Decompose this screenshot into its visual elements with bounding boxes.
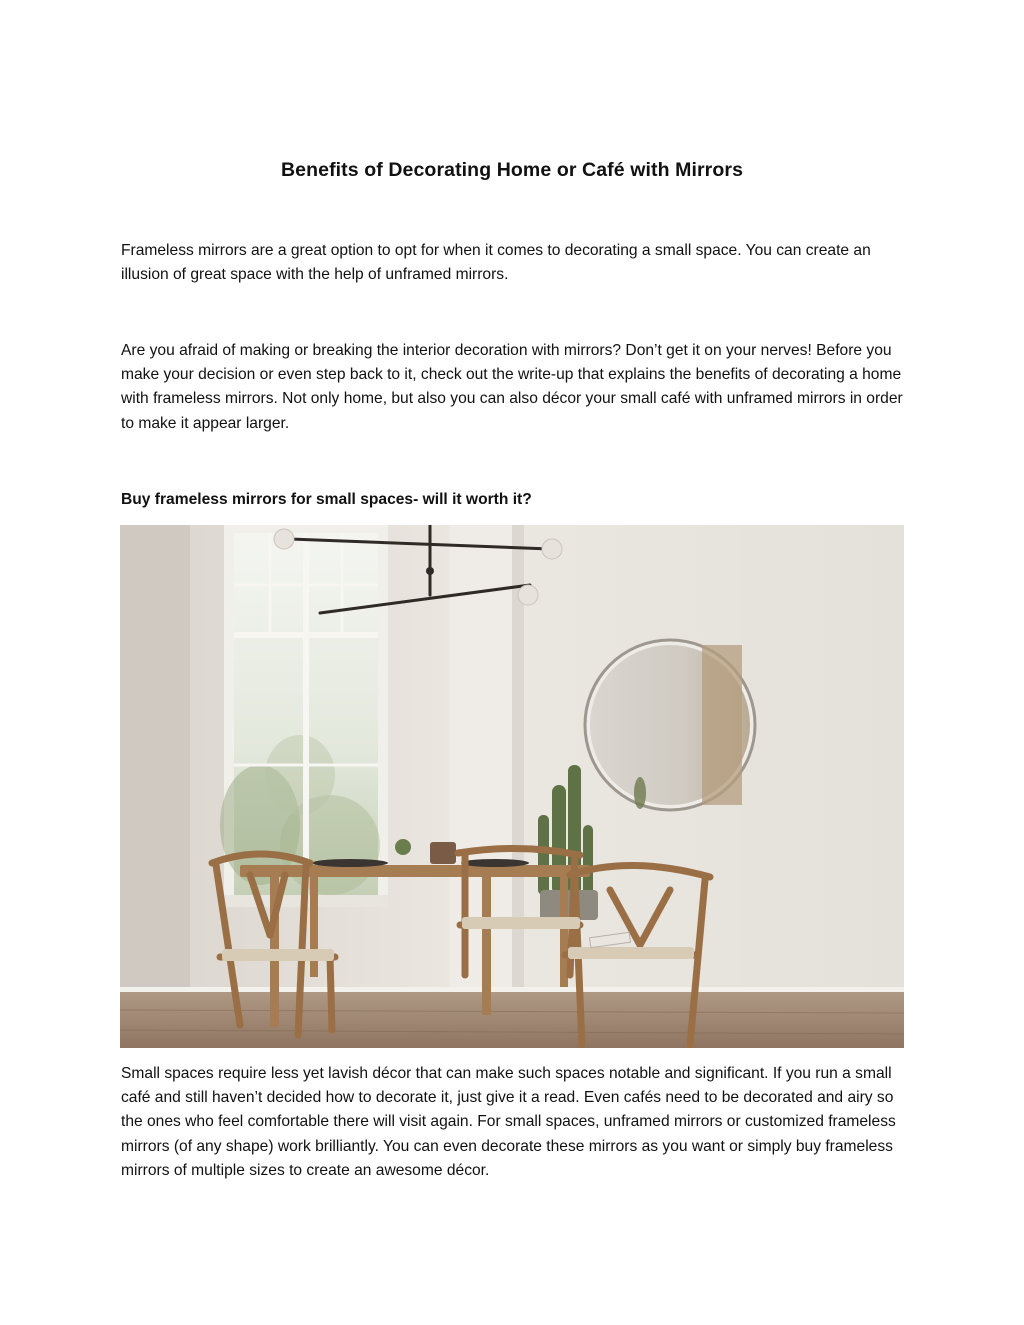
page-title: Benefits of Decorating Home or Café with Mirrors [280, 159, 744, 181]
intro-paragraph: Frameless mirrors are a great option to opt for when it comes to decorating a small space. You can create an illusion of great space with the help of unframed mirrors. [121, 242, 871, 284]
closing-paragraph: Small spaces require less yet lavish décor that can make such spaces notable and significant. If you run a small café and still haven’t decided how to decorate it, just give it a read. Even cafés need to be decorated and airy so the ones who feel comfortable there will visit again. For small spaces, unframed mirrors or customized frameless mirrors (of any shape) work brilliantly. You can even decorate these mirrors as you want or simply buy frameless mirrors of multiple sizes to create an awesome décor. [121, 1065, 896, 1179]
section-heading: Buy frameless mirrors for small spaces- will it worth it? [121, 491, 532, 508]
body-paragraph: Are you afraid of making or breaking the interior decoration with mirrors? Don’t get it on your nerves! Before you make your decision or even step back to it, check out the write-up that explains the benefits of decorating a home with frameless mirrors. Not only home, but also you can also décor your small café with unframed mirrors in order to make it appear larger. [121, 342, 903, 432]
dining-room-photo [120, 525, 904, 1048]
